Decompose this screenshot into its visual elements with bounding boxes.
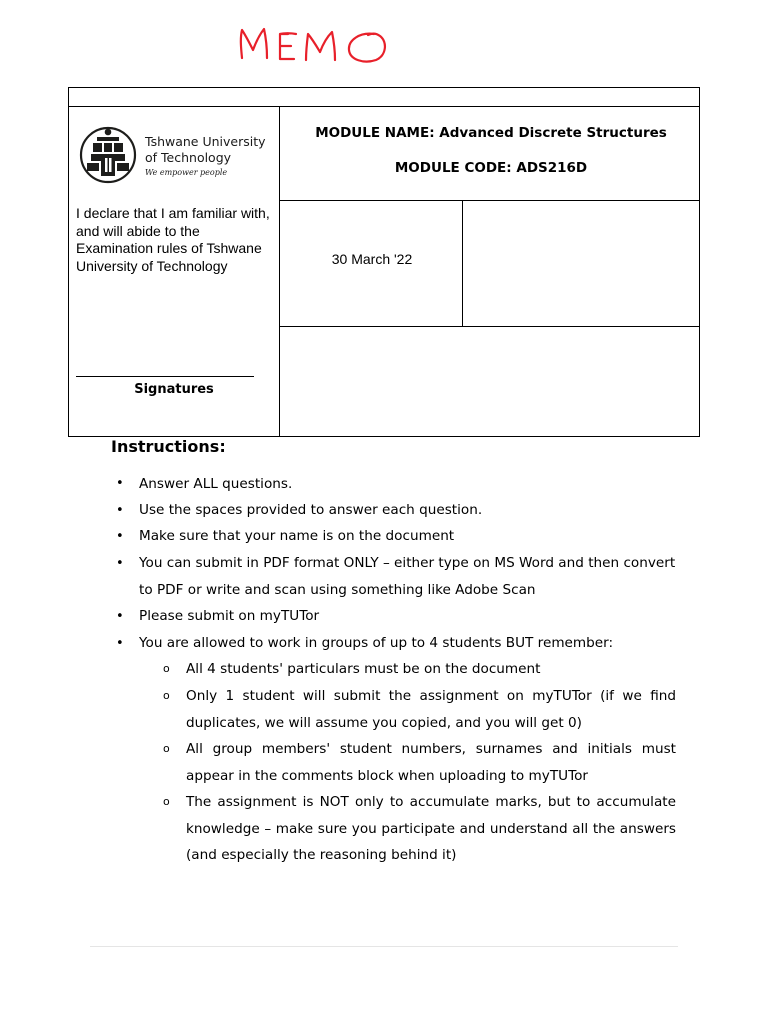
signature-line xyxy=(76,376,254,377)
sub-bullet-icon: o xyxy=(163,742,170,755)
university-name xyxy=(145,134,266,166)
instruction-item: You can submit in PDF format ONLY – either type on MS Word and then convert to PDF or write and scan using something like Adobe Scan xyxy=(139,555,676,598)
table-divider xyxy=(279,326,699,327)
university-slogan: We empower people xyxy=(145,168,228,177)
bullet-icon: • xyxy=(116,503,124,518)
bullet-icon: • xyxy=(116,609,124,624)
table-divider xyxy=(279,106,280,437)
table-divider xyxy=(69,106,699,107)
sub-bullet-icon: o xyxy=(163,662,170,675)
bullet-icon: • xyxy=(116,529,124,544)
sub-bullet-icon: o xyxy=(163,689,170,702)
instruction-item: Answer ALL questions. xyxy=(139,476,293,492)
instruction-sub-item: All group members' student numbers, surnames and initials must appear in the comments block when uploading to myTUTor xyxy=(186,741,676,784)
instructions-heading: Instructions: xyxy=(111,437,226,456)
instruction-item: Please submit on myTUTor xyxy=(139,608,320,624)
exam-date: 30 March '22 xyxy=(331,251,413,267)
university-name-line2: of Technology xyxy=(145,150,232,165)
bullet-icon: • xyxy=(116,636,124,651)
instruction-item: Make sure that your name is on the document xyxy=(139,528,455,544)
table-divider xyxy=(279,200,699,201)
module-code: MODULE CODE: ADS216D xyxy=(394,160,588,176)
instruction-item: You are allowed to work in groups of up to 4 students BUT remember: xyxy=(139,635,614,651)
bullet-icon: • xyxy=(116,476,124,491)
instruction-sub-item: Only 1 student will submit the assignment on myTUTor (if we find duplicates, we will assume you copied, and you will get 0) xyxy=(186,688,676,731)
declaration-text: I declare that I am familiar with, and will abide to the Examination rules of Tshwane University of Technology xyxy=(76,205,270,274)
cover-table xyxy=(68,87,700,437)
instruction-item: Use the spaces provided to answer each question. xyxy=(139,502,483,518)
page-footer-rule xyxy=(90,946,678,947)
instruction-sub-item: The assignment is NOT only to accumulate marks, but to accumulate knowledge – make sure you participate and understand all the answers (and especially the reasoning behind it) xyxy=(186,794,676,863)
instruction-sub-item: All 4 students' particulars must be on the document xyxy=(186,661,541,677)
university-name-line1: Tshwane University xyxy=(145,134,266,149)
sub-bullet-icon: o xyxy=(163,795,170,808)
bullet-icon: • xyxy=(116,556,124,571)
module-name: MODULE NAME: Advanced Discrete Structures xyxy=(315,125,667,141)
memo-handwriting xyxy=(236,22,416,70)
signatures-label: Signatures xyxy=(134,382,214,397)
